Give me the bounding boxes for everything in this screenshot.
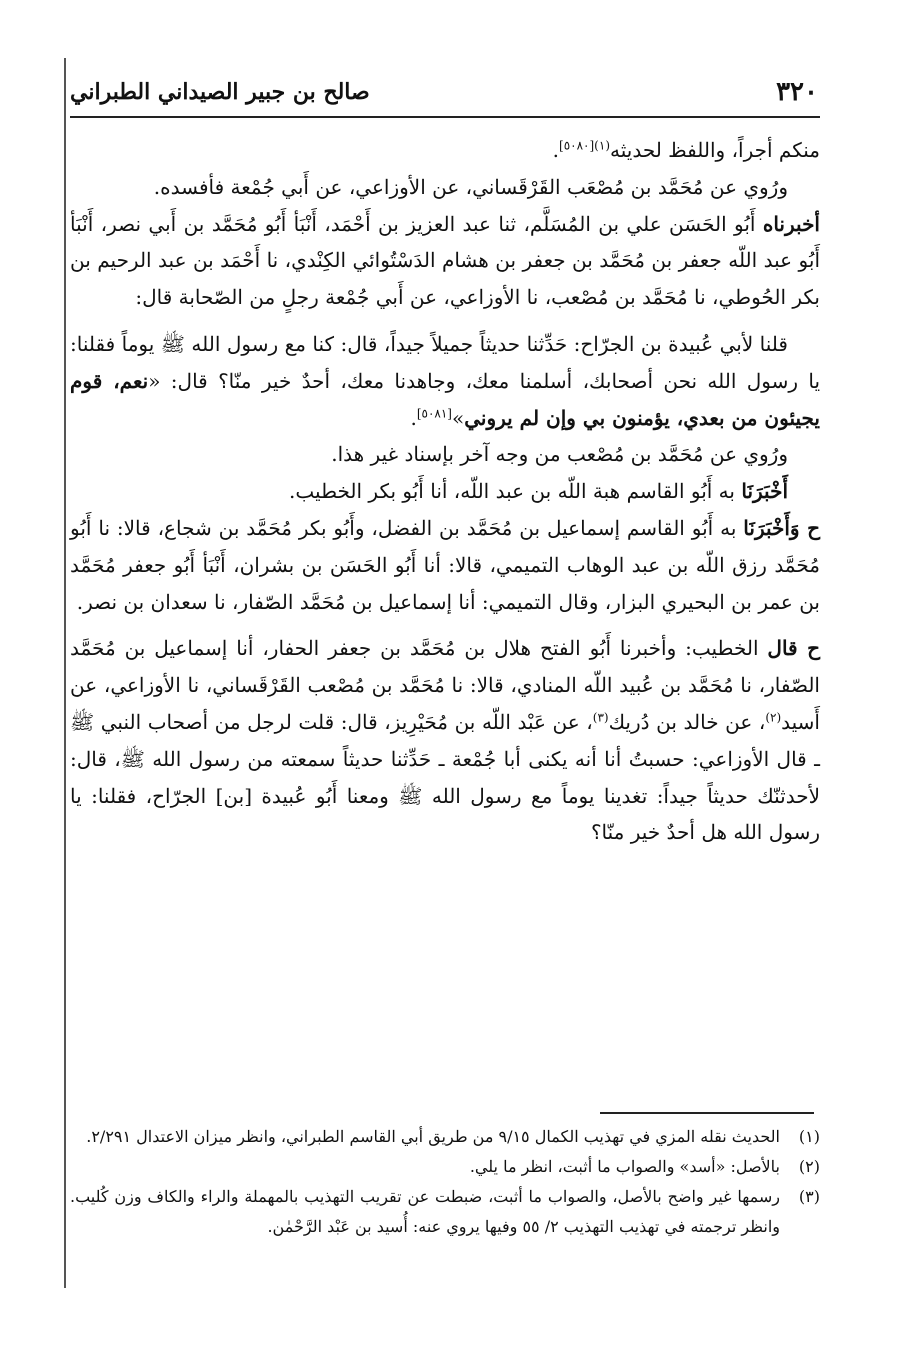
hadith-ref: [٥٠٨١] [416,405,452,420]
hadith-ref: [٥٠٨٠] [559,138,595,153]
footnote-item [70,1122,820,1152]
footnote-marker-2: (٢) [765,710,782,725]
footnote-number: (٢) [798,1157,820,1176]
footnote-item [70,1152,820,1182]
isnad-lead: أَخْبَرَنَا [741,479,788,504]
running-title: صالح بن جبير الصيداني الطبراني [70,79,370,105]
binding-rule [64,58,66,1288]
paragraph-7: ح وَأَخْبَرَنَا به أَبُو القاسم إسماعيل بن مُحَمَّد بن الفضل، وأَبُو بكر مُحَمَّد بن شجاع، قالا: نا أَبُو مُحَمَّد رزق اللّه بن عبد الوهاب التميمي، قالا: أنا أَبُو الحَسَن بن بشران، أَنْبَأ أَبُو جعفر مُحَمَّد بن عمر بن البحيري البزار، وقال التميمي: أنا إسماعيل بن مُحَمَّد الصّفار، نا سعدان بن نصر. [70,515,820,614]
main-text [70,132,820,851]
prophetic-quote: نعم، قوم يجيئون من بعدي، يؤمنون بي وإن لم يروني [70,368,820,430]
paragraph-2: ورُوي عن مُحَمَّد بن مُصْعَب القَرْقَساني، عن الأوزاعي، عن أَبي جُمْعة فأفسده. [153,174,788,199]
footnote-marker-1: (١) [594,138,610,153]
paragraph-5: ورُوي عن مُحَمَّد بن مُصْعب من وجه آخر بإسناد غير هذا. [331,442,788,467]
paragraph-4: قلنا لأبي عُبيدة بن الجرّاح: حَدِّثنا حديثاً جميلاً جيداً، قال: كنا مع رسول الله ﷺ يوماً فقلنا: يا رسول الله نحن أصحابك، أسلمنا معك، وجاهدنا معك، أحدٌ خير منّا؟ قال: «نعم، قوم يجيئون من بعدي، يؤمنون بي وإن لم يروني»[٥٠٨١]. [70,331,821,430]
footnote-number: (٣) [798,1187,820,1206]
footnote-rule [600,1112,814,1114]
footnote-text: رسمها غير واضح بالأصل، والصواب ما أثبت، ضبطت عن تقريب التهذيب بالمهملة والراء والكاف وزن كُليب. وانظر ترجمته في تهذيب التهذيب ٢/ ٥٥ وفيها يروي عنه: أُسيد بن عَبْد الرَّحْمٰن. [70,1187,781,1236]
page-header [70,72,818,112]
footnote-text: الحديث نقله المزي في تهذيب الكمال ٩/١٥ من طريق أبي القاسم الطبراني، وانظر ميزان الاعتدال ٢/٢٩١. [86,1127,780,1146]
isnad-lead: ح وَأَخْبَرَنَا [743,515,820,540]
header-rule [70,116,820,118]
paragraph-1: منكم أجراً، واللفظ لحديثه$^{(١)[٥٠٨٠]}$. [552,138,820,162]
isnad-lead: أخبرناه [762,211,820,236]
paragraph-8: ح قال الخطيب: وأخبرنا أَبُو الفتح هلال بن مُحَمَّد بن جعفر الحفار، أنا إسماعيل بن مُحَمَّد الصّفار، نا مُحَمَّد بن عُبيد اللّه المنادي، قالا: نا مُحَمَّد بن مُصْعب القَرْقَساني، نا الأوزاعي، عن أَسيد$^{(٢)}$، عن خالد بن دُريك$^{(٣)}$، عن عَبْد اللّه بن مُحَيْرِيز، قال: قلت لرجل من أصحاب النبي ﷺ ـ قال الأوزاعي: حسبتُ أنا أنه يكنى أبا جُمْعة ـ حَدِّثنا حديثاً سمعته من رسول الله ﷺ، قال: لأحدثنّك حديثاً جيداً: تغدينا يوماً مع رسول الله ﷺ ومعنا أَبُو عُبيدة [بن] الجرّاح، فقلنا: يا رسول الله هل أحدٌ خير منّا؟ [70,636,820,845]
footnote-item [70,1182,820,1242]
footnote-number: (١) [798,1127,820,1146]
isnad-lead: ح قال [767,636,820,661]
footnote-marker-3: (٣) [592,710,609,725]
paragraph-6: أَخْبَرَنَا به أَبُو القاسم هبة اللّه بن عبد اللّه، أنا أَبُو بكر الخطيب. [289,479,788,504]
page-number: ٣٢٠ [776,77,818,107]
footnotes [70,1122,820,1242]
footnote-text: بالأصل: «أسد» والصواب ما أثبت، انظر ما يلي. [469,1157,780,1176]
paragraph-3: أخبرناه أَبُو الحَسَن علي بن المُسَلَّم، ثنا عبد العزيز بن أَحْمَد، أَنْبَأ أَبُو مُحَمَّد بن أَبي نصر، أَنْبَأ أَبُو عبد اللّه جعفر بن مُحَمَّد بن جعفر بن هشام الدَسْتُوائي الكِنْدي، نا أَحْمَد بن عبد الرحيم بن بكر الحُوطي، نا مُحَمَّد بن مُصْعب، نا الأوزاعي، عن أَبي جُمْعة رجلٍ من الصّحابة قال: [70,211,820,310]
